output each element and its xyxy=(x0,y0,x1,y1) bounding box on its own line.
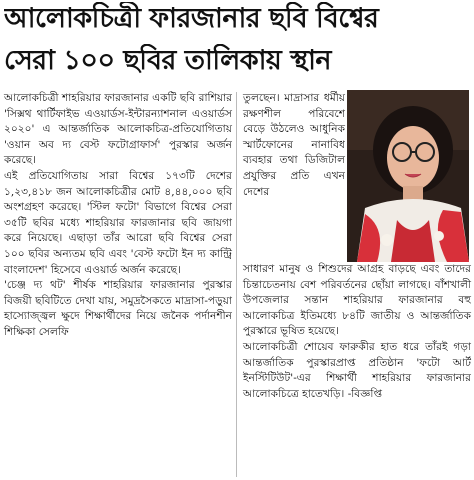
portrait-photo xyxy=(347,90,469,262)
headline-line-1: আলোকচিত্রী ফারজানার ছবি বিশ্বের xyxy=(4,3,379,34)
paragraph: 'চেঞ্জ দ্য থট' শীর্ষক শাহরিয়ার ফারজানার পুরস্কার বিজয়ী ছবিটিতে দেখা যায়, সমুদ্রসৈকতে মাদ্রাসা-পড়ুয়া হাস্যোজ্জ্বল ক্ষুদে শিক্ষার্থীদের নিয়ে জনৈক পর্দানশীন শিক্ষিকা সেলফি xyxy=(4,279,232,338)
column-divider xyxy=(236,92,237,477)
portrait-illustration xyxy=(347,90,469,262)
paragraph: আলোকচিত্রী শোয়েব ফারুকীর হাত ধরে তাঁরই গড়া আন্তর্জাতিক পুরস্কারপ্রাপ্ত প্রতিষ্ঠান 'ফটো আর্ট ইনস্টিটিউট'-এর শিক্ষার্থী শাহরিয়ার ফারজানার আলোকচিত্রে হাতেখড়ি। -বিজ্ঞপ্তি xyxy=(243,340,471,400)
paragraph: এই প্রতিযোগিতায় সারা বিশ্বের ১৭৩টি দেশের ১,২৩,৪১৮ জন আলোকচিত্রীর মোট ৪,৪৪,০০০ ছবি অংশগ্রহণ করেছে। 'স্টিল ফটো' বিভাগে বিশ্বের সেরা ৩৫টি ছবির মধ্যে শাহরিয়ার ফারজানার ছবি জায়গা করে নিয়েছে। এছাড়া তাঁর আরো ছবি বিশ্বের সেরা ১০০ ছবির অন্যতম ছবি এবং 'বেস্ট ফটো ইন দ্য কান্ট্রি বাংলাদেশ' হিসেবে এওয়ার্ড অর্জন করেছে। xyxy=(4,169,232,276)
article-left-column xyxy=(4,91,232,341)
paragraph: সাধারণ মানুষ ও শিশুদের আগ্রহ বাড়ছে এবং তাদের চিন্তাচেতনায় বেশ পরিবর্তনের ছোঁয়া লাগছে। বাঁশখালী উপজেলার সন্তান শাহরিয়ার ফারজানার বহু আলোকচিত্র ইতিমধ্যে ৮৪টি জাতীয় ও আন্তর্জাতিক পুরস্কারে ভূষিত হয়েছে। xyxy=(243,263,471,338)
paragraph: তুলছেন। মাদ্রাসার ধর্মীয় রক্ষণশীল পরিবেশে বেড়ে উঠলেও আধুনিক স্মার্টফোনের নানাবিধ ব্যবহার তথা ডিজিটাল প্রযুক্তির প্রতি এখন দেশের xyxy=(243,92,345,198)
paragraph: আলোকচিত্রী শাহরিয়ার ফারজানার একটি ছবি রাশিয়ার 'সিক্সথ থার্টিফাইভ এওয়ার্ডস-ইন্টারন্যাশনাল এওয়ার্ডস ২০২০' এ আন্তর্জাতিক আলোকচিত্র-প্রতিযোগিতায় 'ওয়ান অব দ্য বেস্ট ফটোগ্রাফার্স' পুরস্কার অর্জন করেছে। xyxy=(4,92,232,167)
article-right-bottom xyxy=(243,262,471,402)
headline-line-2: সেরা ১০০ ছবির তালিকায় স্থান xyxy=(4,45,332,76)
article-right-top xyxy=(243,91,345,200)
